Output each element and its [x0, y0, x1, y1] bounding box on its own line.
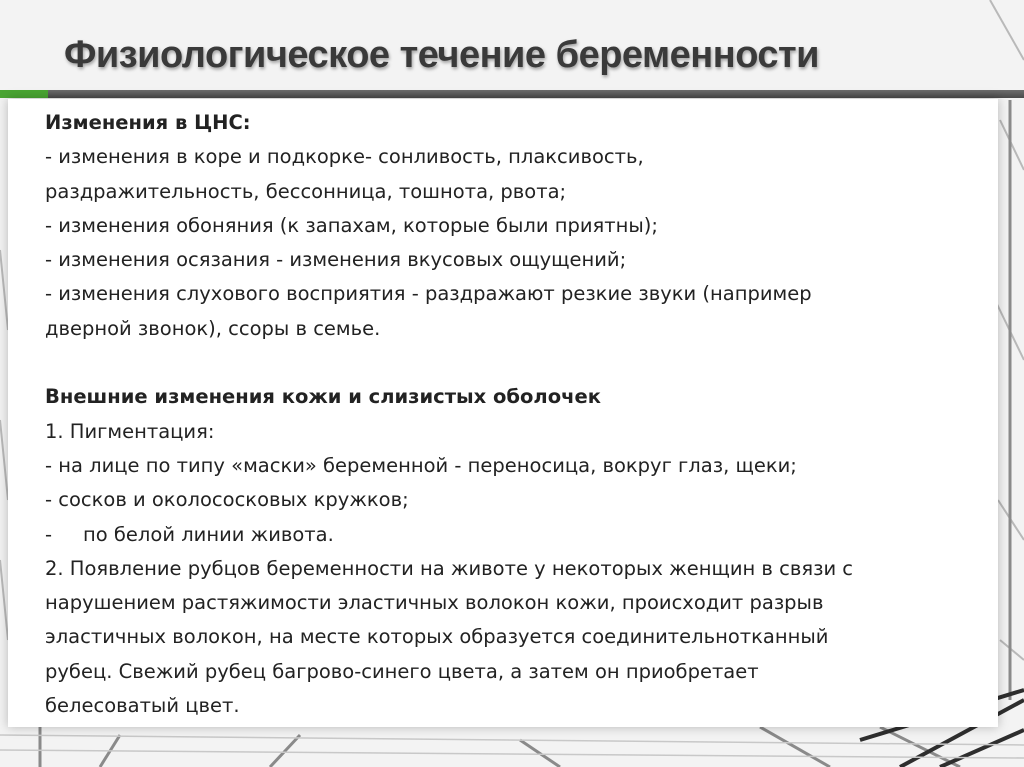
text-line: нарушением растяжимости эластичных волокон кожи, происходит разрыв [45, 591, 824, 615]
text-line: - сосков и околососковых кружков; [45, 488, 409, 512]
section-spacer [45, 346, 995, 380]
text-line: - по белой линии живота. [45, 522, 334, 546]
section-heading-cns: Изменения в ЦНС: [45, 111, 251, 134]
section-heading-skin: Внешние изменения кожи и слизистых оболочек [45, 385, 601, 409]
title-accent-bar [0, 90, 48, 98]
text-line: - изменения в коре и подкорке- сонливость, плаксивость, [45, 145, 644, 169]
text-line: эластичных волокон, на месте которых образуется соединительнотканный [45, 625, 829, 649]
text-line: - изменения осязания - изменения вкусовых ощущений; [45, 248, 627, 272]
text-line: - изменения обоняния (к запахам, которые были приятны); [45, 213, 658, 237]
text-line: рубец. Свежий рубец багрово-синего цвета, а затем он приобретает [45, 659, 759, 683]
text-line: раздражительность, бессонница, тошнота, рвота; [45, 179, 567, 203]
page-title: Физиологическое течение беременности [64, 34, 820, 76]
text-line: белесоватый цвет. [45, 694, 240, 718]
text-line: - на лице по типу «маски» беременной - переносица, вокруг глаз, щеки; [45, 453, 797, 477]
text-line: 2. Появление рубцов беременности на животе у некоторых женщин в связи с [45, 556, 854, 580]
text-line: дверной звонок), ссоры в семье. [45, 316, 381, 340]
text-line: 1. Пигментация: [45, 419, 215, 443]
text-line: - изменения слухового восприятия - раздражают резкие звуки (например [45, 282, 812, 306]
title-divider [48, 90, 1024, 98]
slide-body [45, 106, 995, 723]
